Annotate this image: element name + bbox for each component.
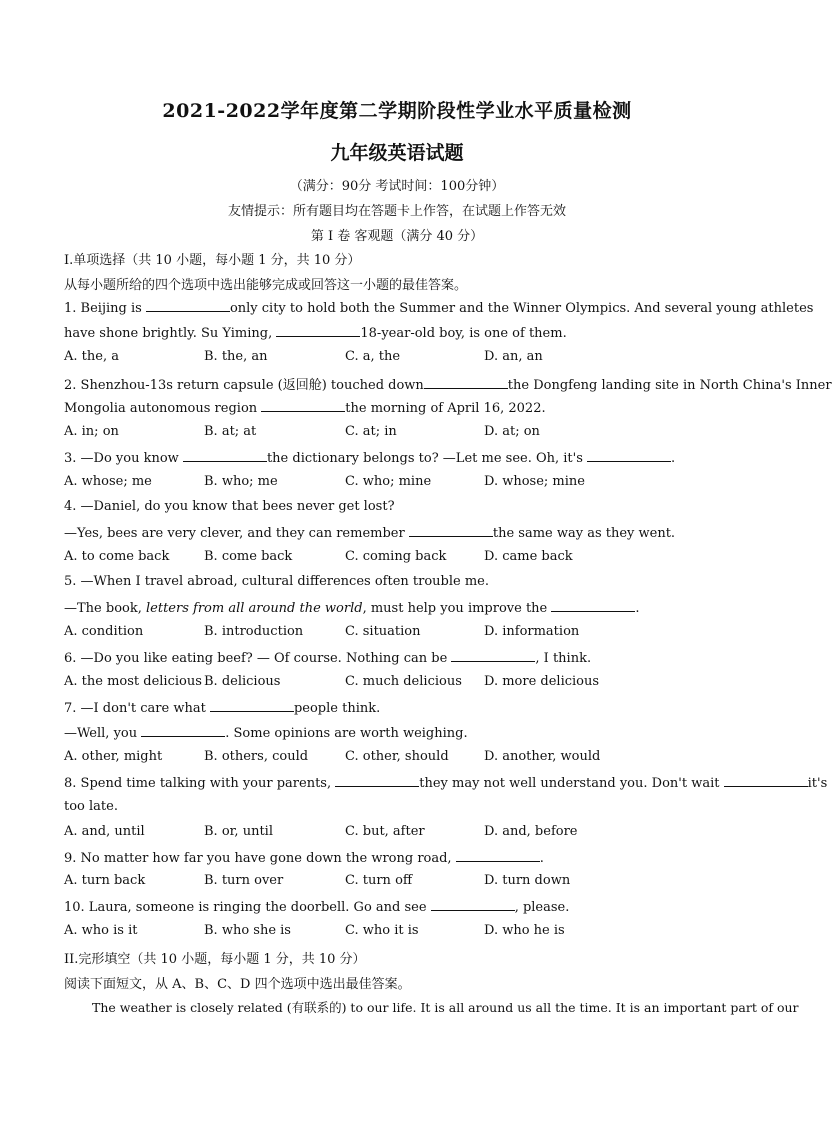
text: 3. —Do you know [64, 451, 179, 466]
question-4-line-1: 4. —Daniel, do you know that bees never get lost? [64, 499, 395, 514]
question-1-line-1 [64, 299, 814, 316]
option-a: A. the, a [64, 349, 119, 364]
text: , must help you improve the [362, 601, 548, 616]
text: 1. Beijing is [64, 301, 142, 316]
text: 7. —I don't care what [64, 701, 206, 716]
option-b: B. others, could [204, 749, 309, 764]
exam-notice: 友情提示：所有题目均在答题卡上作答，在试题上作答无效 [227, 204, 566, 219]
option-d: D. another, would [484, 749, 601, 764]
option-d: D. who he is [484, 923, 565, 938]
answer-blank [276, 324, 360, 337]
text: . [635, 601, 640, 616]
option-a: A. other, might [64, 749, 163, 764]
option-c: C. other, should [345, 749, 449, 764]
option-b: B. turn over [204, 873, 284, 888]
answer-blank [146, 299, 230, 312]
answer-blank [551, 599, 635, 612]
option-a: A. whose; me [64, 474, 152, 489]
book-title: letters from all around the world [146, 601, 363, 616]
exam-subtitle: 九年级英语试题 [330, 142, 464, 164]
answer-blank [431, 898, 515, 911]
option-d: D. and, before [484, 824, 578, 839]
text: , please. [514, 900, 570, 915]
text: —Well, you [64, 726, 138, 741]
option-d: D. information [484, 624, 580, 639]
text: . Some opinions are worth weighing. [225, 726, 468, 741]
option-a: A. to come back [64, 549, 170, 564]
answer-blank [724, 774, 808, 787]
option-c: C. much delicious [345, 674, 462, 689]
question-8-line-1 [64, 774, 828, 791]
question-9-line-1 [64, 849, 734, 866]
text: Mongolia autonomous region [64, 401, 258, 416]
answer-blank [183, 449, 267, 462]
question-3-line-1 [64, 449, 734, 466]
section2-instruction: 阅读下面短文，从 A、B、C、D 四个选项中选出最佳答案。 [64, 977, 411, 992]
text: . [671, 451, 676, 466]
text: only city to hold both the Summer and the Winner Olympics. And several young athletes [229, 301, 814, 316]
option-d: D. an, an [484, 349, 543, 364]
volume-title: 第 I 卷 客观题（满分 40 分） [310, 229, 484, 244]
question-1-line-2 [64, 324, 734, 341]
text: the morning of April 16, 2022. [345, 401, 546, 416]
option-d: D. more delicious [484, 674, 600, 689]
exam-info: （满分：90分 考试时间：100分钟） [289, 179, 505, 194]
option-b: B. come back [204, 549, 293, 564]
option-c: C. who it is [345, 923, 419, 938]
question-5-line-2 [64, 599, 734, 616]
question-2-line-1 [64, 374, 832, 393]
text: . [539, 851, 544, 866]
option-a: A. in; on [64, 424, 119, 439]
text: 6. —Do you like eating beef? — Of course. Nothing can be [64, 651, 448, 666]
option-d: D. came back [484, 549, 573, 564]
option-c: C. who; mine [345, 474, 432, 489]
answer-blank [261, 399, 345, 412]
answer-blank [141, 724, 225, 737]
text: the dictionary belongs to? —Let me see. Oh, it's [266, 451, 583, 466]
option-c: C. at; in [345, 424, 397, 439]
option-c: C. a, the [345, 349, 401, 364]
option-b: B. who she is [204, 923, 291, 938]
option-b: B. introduction [204, 624, 304, 639]
option-c: C. turn off [345, 873, 413, 888]
question-10-line-1 [64, 898, 734, 915]
text: 10. Laura, someone is ringing the doorbell. Go and see [64, 900, 427, 915]
text: 9. No matter how far you have gone down the wrong road, [64, 851, 452, 866]
text: the Dongfeng landing site in North China's Inner [507, 378, 832, 393]
question-2-line-2 [64, 399, 734, 416]
option-a: A. the most delicious [64, 674, 202, 689]
option-b: B. who; me [204, 474, 278, 489]
text: the same way as they went. [492, 526, 676, 541]
answer-blank [587, 449, 671, 462]
answer-blank [424, 376, 508, 389]
option-d: D. turn down [484, 873, 571, 888]
answer-blank [335, 774, 419, 787]
section2-heading: II.完形填空（共 10 小题，每小题 1 分，共 10 分） [64, 952, 366, 967]
question-6-line-1 [64, 649, 734, 666]
option-c: C. situation [345, 624, 421, 639]
text: 2. Shenzhou-13s return capsule (返回舱) touched down [64, 378, 424, 393]
question-5-line-1: 5. —When I travel abroad, cultural differences often trouble me. [64, 574, 489, 589]
option-a: A. and, until [64, 824, 145, 839]
question-8-line-2: too late. [64, 799, 118, 814]
question-7-line-1 [64, 699, 734, 716]
text: 18-year-old boy, is one of them. [360, 326, 567, 341]
answer-blank [409, 524, 493, 537]
question-7-line-2 [64, 724, 734, 741]
option-c: C. but, after [345, 824, 425, 839]
answer-blank [456, 849, 540, 862]
text: —Yes, bees are very clever, and they can remember [64, 526, 405, 541]
option-b: B. the, an [204, 349, 268, 364]
text: 8. Spend time talking with your parents, [64, 776, 332, 791]
section1-heading: I.单项选择（共 10 小题，每小题 1 分，共 10 分） [64, 253, 361, 268]
exam-title: 2021-2022学年度第二学期阶段性学业水平质量检测 [162, 100, 632, 122]
option-b: B. or, until [204, 824, 273, 839]
answer-blank [451, 649, 535, 662]
question-4-line-2 [64, 524, 734, 541]
option-a: A. who is it [64, 923, 138, 938]
section1-instruction: 从每小题所给的四个选项中选出能够完成或回答这一小题的最佳答案。 [64, 278, 468, 293]
option-a: A. condition [64, 624, 144, 639]
option-d: D. at; on [484, 424, 540, 439]
answer-blank [210, 699, 294, 712]
text: , I think. [535, 651, 592, 666]
passage-start: The weather is closely related (有联系的) to our life. It is all around us all the time. It is an important part of our [92, 1000, 799, 1015]
text: have shone brightly. Su Yiming, [64, 326, 273, 341]
option-a: A. turn back [64, 873, 146, 888]
text: it's [807, 776, 828, 791]
option-d: D. whose; mine [484, 474, 585, 489]
text: people think. [293, 701, 381, 716]
text: they may not well understand you. Don't wait [419, 776, 720, 791]
option-b: B. delicious [204, 674, 281, 689]
option-c: C. coming back [345, 549, 447, 564]
text: —The book, [64, 601, 142, 616]
option-b: B. at; at [204, 424, 257, 439]
